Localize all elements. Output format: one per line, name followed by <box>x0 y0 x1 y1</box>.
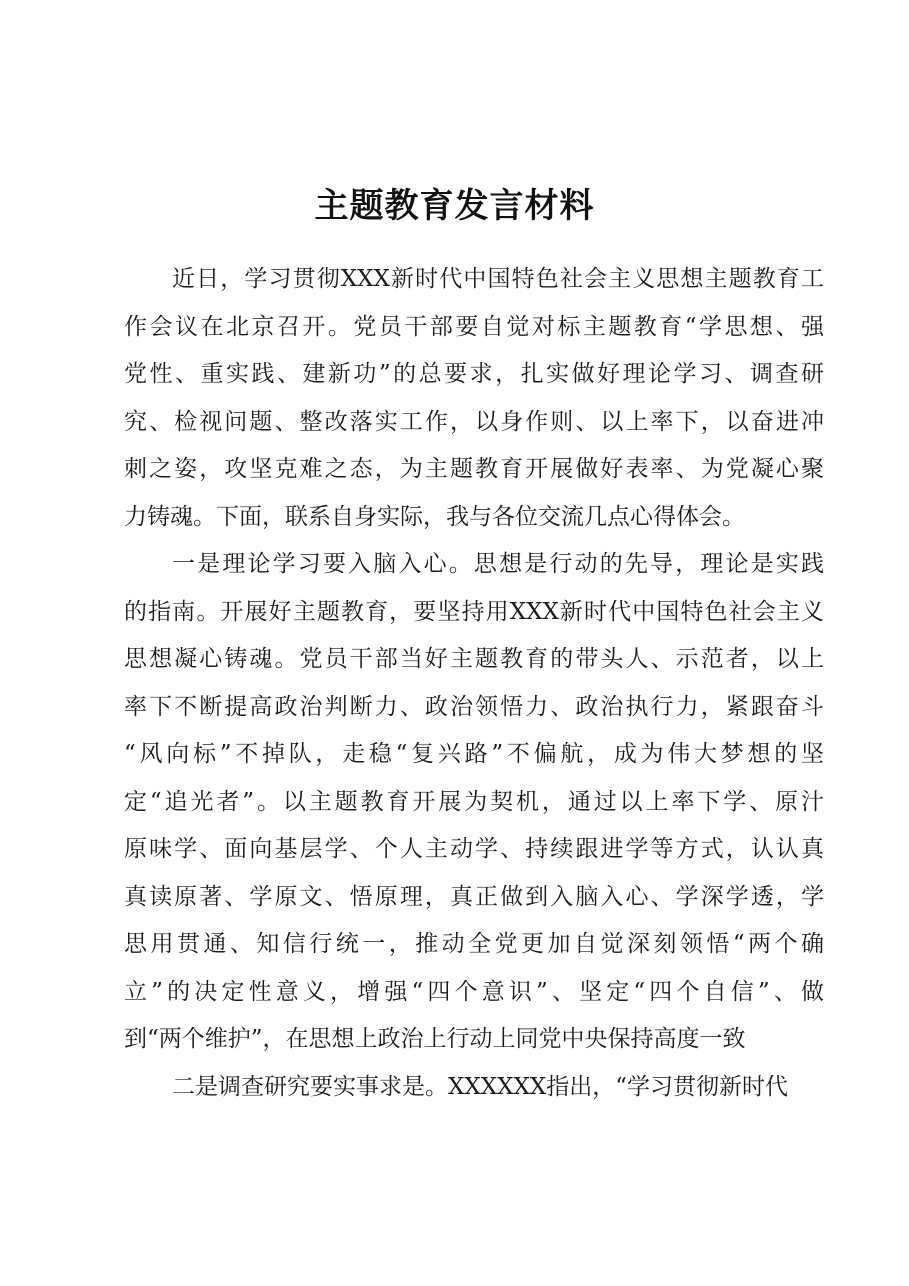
paragraph-line: 率下不断提高政治判断力、政治领悟力、政治执行力，紧跟奋斗 <box>124 693 824 720</box>
paragraph-line: 原味学、面向基层学、个人主动学、持续跟进学等方式，认认真 <box>124 836 824 862</box>
paragraph-line: 二是调查研究要实事求是。XXXXXX指出，“学习贯彻新时代 <box>172 1073 789 1100</box>
paragraph-line: 的指南。开展好主题教育，要坚持用XXX新时代中国特色社会主义 <box>124 598 824 625</box>
paragraph-line: 究、检视问题、整改落实工作，以身作则、以上率下，以奋进冲 <box>124 408 824 435</box>
paragraph-line: 立”的决定性意义，增强“四个意识”、坚定“四个自信”、做 <box>124 978 824 1005</box>
paragraph-line: 一是理论学习要入脑入心。思想是行动的先导，理论是实践 <box>172 551 824 577</box>
paragraph-line: 近日，学习贯彻XXX新时代中国特色社会主义思想主题教育工 <box>172 266 824 292</box>
paragraph-line: 到“两个维护”，在思想上政治上行动上同党中央保持高度一致 <box>124 1026 746 1052</box>
paragraph-line: 思想凝心铸魂。党员干部当好主题教育的带头人、示范者，以上 <box>124 646 824 672</box>
paragraph-line: “风向标”不掉队，走稳“复兴路”不偏航，成为伟大梦想的坚 <box>124 741 824 767</box>
paragraph-line: 思用贯通、知信行统一，推动全党更加自觉深刻领悟“两个确 <box>124 931 824 957</box>
paragraph-line: 定“追光者”。以主题教育开展为契机，通过以上率下学、原汁 <box>124 788 824 815</box>
paragraph-line: 刺之姿，攻坚克难之态，为主题教育开展做好表率、为党凝心聚 <box>124 456 824 482</box>
document-title: 主题教育发言材料 <box>314 186 595 226</box>
paragraph-line: 党性、重实践、建新功”的总要求，扎实做好理论学习、调查研 <box>124 361 824 387</box>
paragraph-line: 作会议在北京召开。党员干部要自觉对标主题教育“学思想、强 <box>124 313 824 340</box>
document-body <box>124 256 824 1111</box>
paragraph-line: 真读原著、学原文、悟原理，真正做到入脑入心、学深学透，学 <box>124 883 824 910</box>
paragraph-line: 力铸魂。下面，联系自身实际，我与各位交流几点心得体会。 <box>124 503 745 530</box>
